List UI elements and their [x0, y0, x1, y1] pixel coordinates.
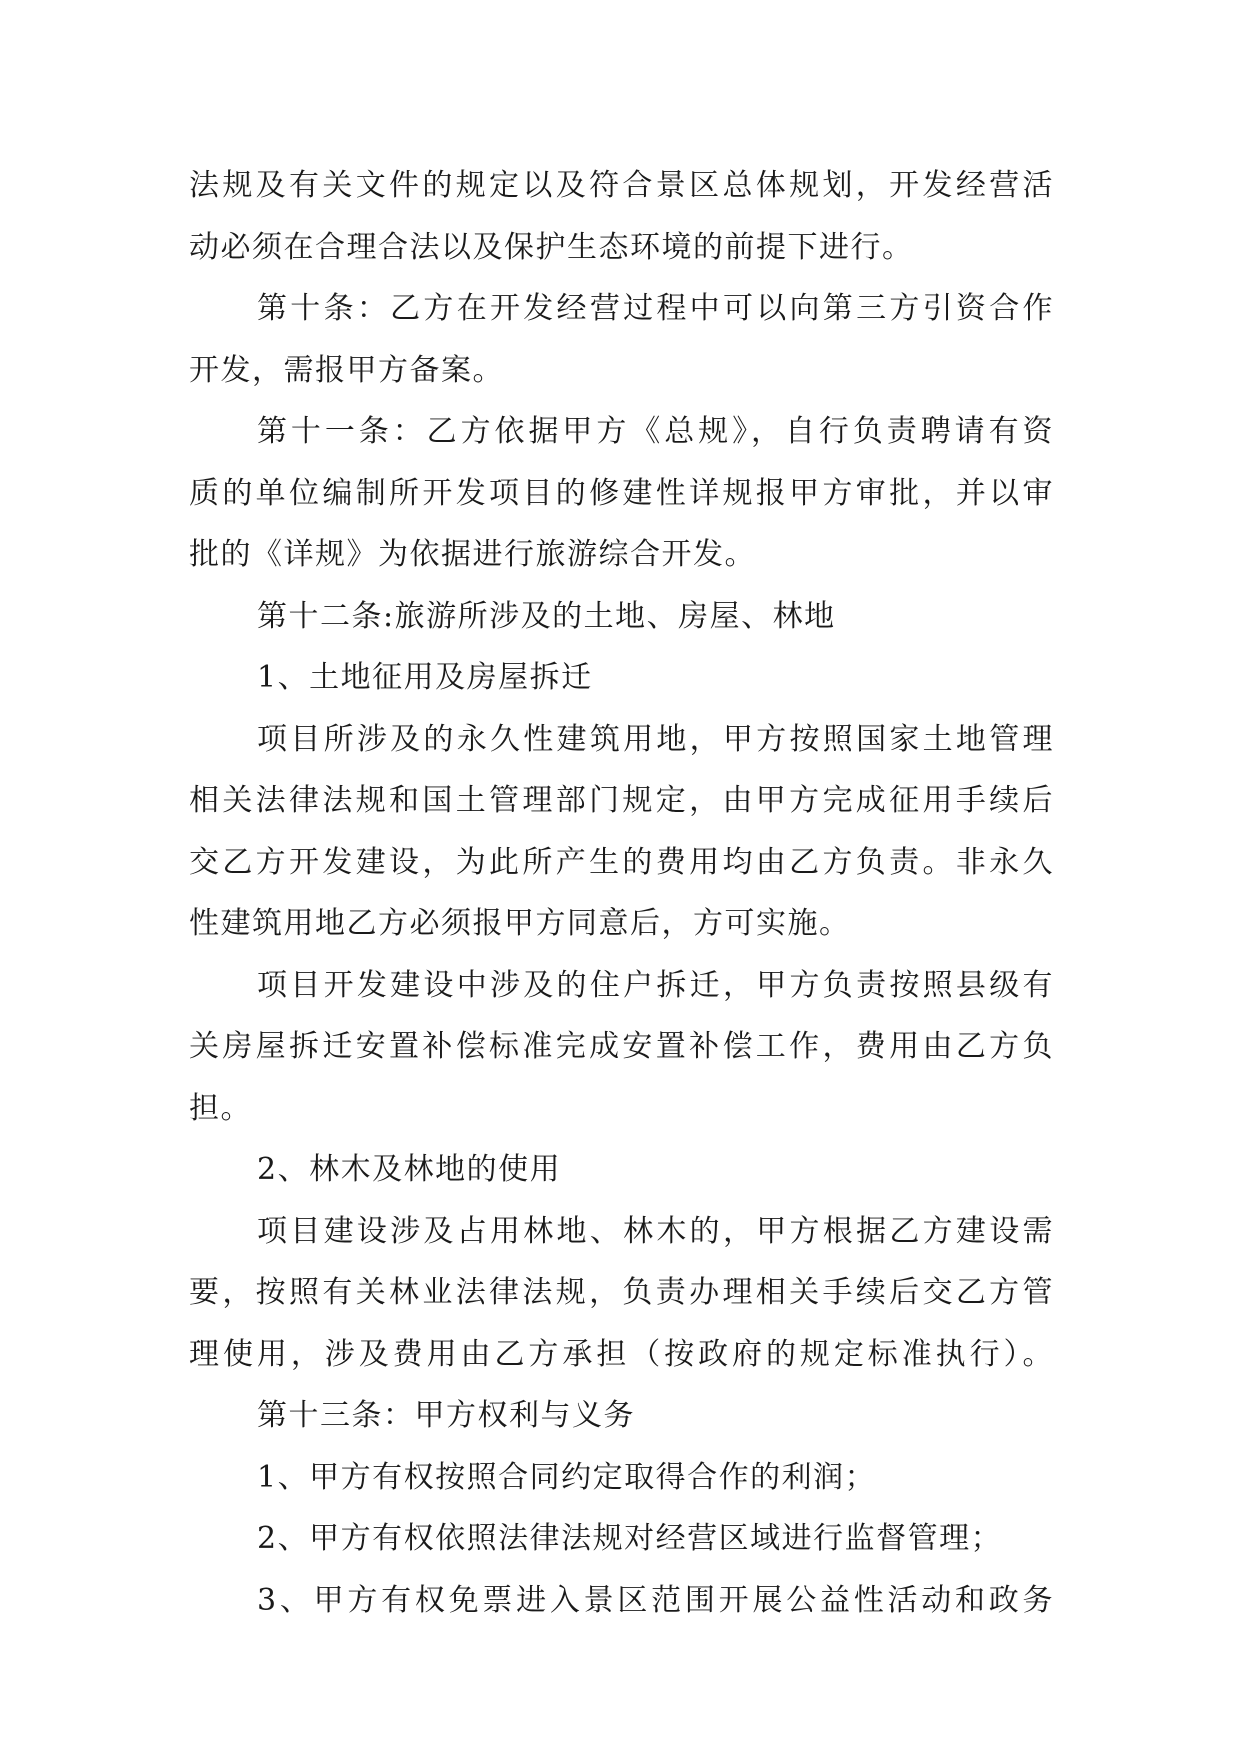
text-line: 性建筑用地乙方必须报甲方同意后，方可实施。: [189, 906, 851, 941]
text-line: 理使用，涉及费用由乙方承担（按政府的规定标准执行）。: [189, 1336, 1054, 1372]
text-line: 担。: [189, 1090, 252, 1126]
text-line: 批的《详规》为依据进行旅游综合开发。: [189, 537, 756, 572]
text-line: 项目开发建设中涉及的住户拆迁，甲方负责按照县级有: [257, 967, 1054, 1003]
text-line: 质的单位编制所开发项目的修建性详规报甲方审批，并以审: [189, 475, 1054, 511]
text-line: 1、甲方有权按照合同约定取得合作的利润；: [257, 1459, 877, 1495]
text-line: 2、林木及林地的使用: [257, 1152, 562, 1187]
text-line: 3、甲方有权免票进入景区范围开展公益性活动和政务: [257, 1582, 1054, 1618]
text-line: 第十一条：乙方依据甲方《总规》，自行负责聘请有资: [257, 414, 1054, 449]
text-line: 动必须在合理合法以及保护生态环境的前提下进行。: [189, 229, 914, 265]
text-line: 2、甲方有权依照法律法规对经营区域进行监督管理；: [257, 1521, 1003, 1556]
text-line: 1、土地征用及房屋拆迁: [257, 660, 593, 695]
text-line: 关房屋拆迁安置补偿标准完成安置补偿工作，费用由乙方负: [189, 1029, 1054, 1064]
text-line: 项目建设涉及占用林地、林木的，甲方根据乙方建设需: [257, 1213, 1054, 1249]
text-line: 法规及有关文件的规定以及符合景区总体规划，开发经营活: [189, 168, 1054, 203]
text-line: 项目所涉及的永久性建筑用地，甲方按照国家土地管理: [257, 721, 1054, 757]
text-line: 第十二条:旅游所涉及的土地、房屋、林地: [257, 598, 836, 634]
text-line: 开发，需报甲方备案。: [189, 352, 504, 388]
text-line: 相关法律法规和国土管理部门规定，由甲方完成征用手续后: [189, 783, 1054, 818]
document-body: [189, 163, 1054, 1639]
text-line: 第十三条：甲方权利与义务: [257, 1398, 635, 1433]
text-line: 第十条：乙方在开发经营过程中可以向第三方引资合作: [257, 291, 1054, 326]
text-line: 交乙方开发建设，为此所产生的费用均由乙方负责。非永久: [189, 844, 1054, 880]
text-line: 要，按照有关林业法律法规，负责办理相关手续后交乙方管: [189, 1275, 1054, 1310]
